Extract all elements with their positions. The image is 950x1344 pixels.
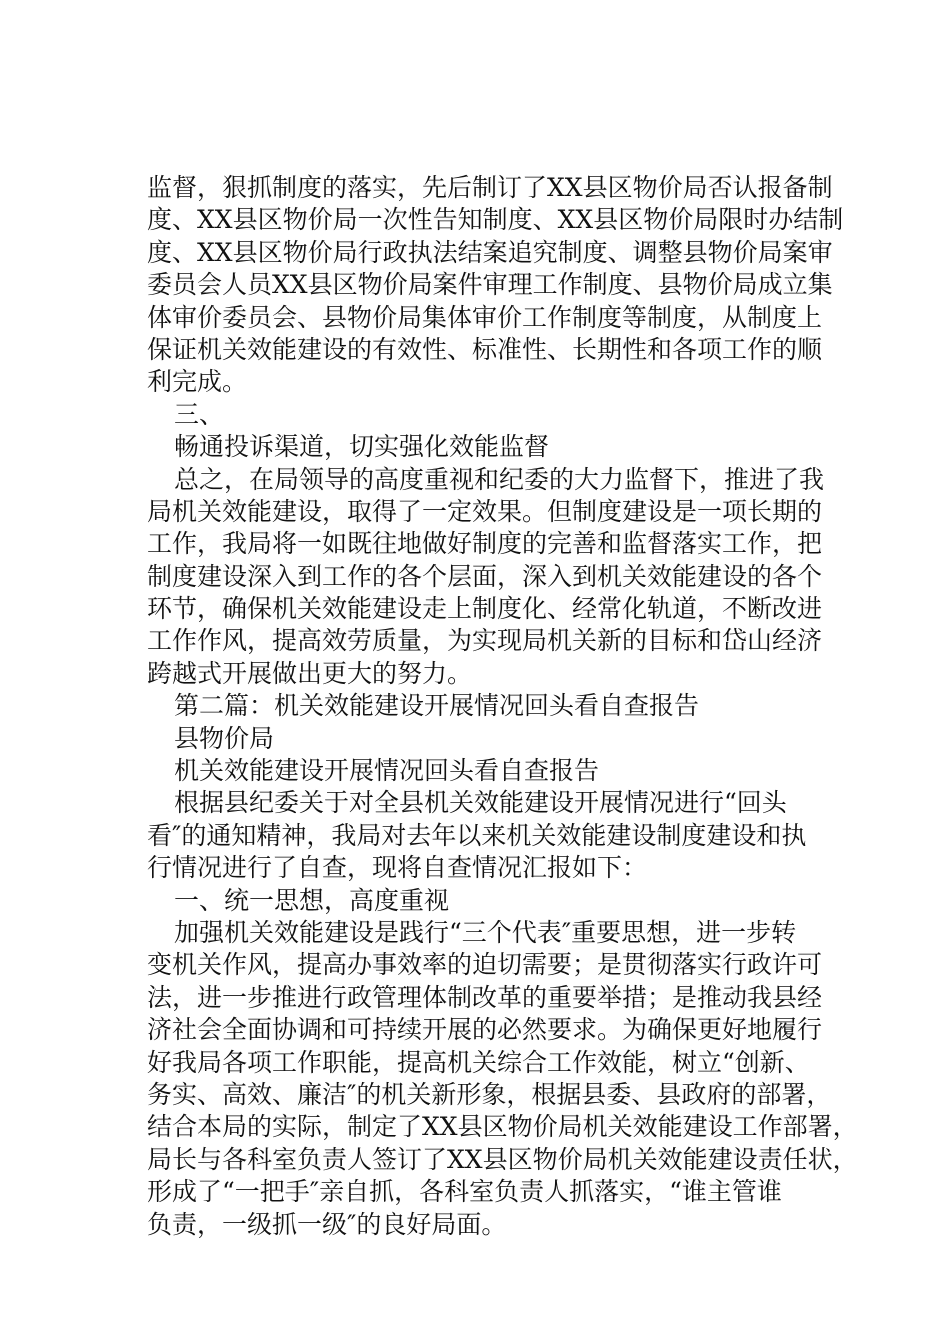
paragraph-line: 利完成。 <box>147 367 248 397</box>
paragraph-line: 制度建设深入到工作的各个层面，深入到机关效能建设的各个 <box>147 561 823 591</box>
section-heading: 畅通投诉渠道，切实强化效能监督 <box>174 432 550 462</box>
paragraph-line: 负责，一级抓一级″的良好局面。 <box>147 1209 507 1239</box>
paragraph-line: 务实、高效、廉洁″的机关新形象，根据县委、县政府的部署， <box>147 1079 832 1109</box>
section-heading: 一、统一思想，高度重视 <box>174 885 450 915</box>
paragraph-line: 工作，我局将一如既往地做好制度的完善和监督落实工作，把 <box>147 529 823 559</box>
paragraph-line: 变机关作风，提高办事效率的迫切需要；是贯彻落实行政许可 <box>147 950 823 980</box>
document-body <box>147 172 858 1241</box>
section-number: 三、 <box>174 399 225 429</box>
paragraph-line: 委员会人员XX县区物价局案件审理工作制度、县物价局成立集 <box>147 270 833 300</box>
chapter-title: 第二篇：机关效能建设开展情况回头看自查报告 <box>174 691 700 721</box>
paragraph-line: 监督，狠抓制度的落实，先后制订了XX县区物价局否认报备制 <box>147 173 833 202</box>
paragraph-line: 加强机关效能建设是践行“三个代表″重要思想，进一步转 <box>174 917 797 947</box>
paragraph-line: 体审价委员会、县物价局集体审价工作制度等制度，从制度上 <box>147 302 823 332</box>
paragraph-line: 济社会全面协调和可持续开展的必然要求。为确保更好地履行 <box>147 1015 823 1045</box>
report-title: 机关效能建设开展情况回头看自查报告 <box>174 756 600 786</box>
paragraph-line: 保证机关效能建设的有效性、标准性、长期性和各项工作的顺 <box>147 334 823 364</box>
paragraph-line: 结合本局的实际，制定了XX县区物价局机关效能建设工作部署， <box>147 1112 858 1142</box>
paragraph-line: 看″的通知精神，我局对去年以来机关效能建设制度建设和执 <box>147 820 807 850</box>
paragraph-line: 根据县纪委关于对全县机关效能建设开展情况进行“回头 <box>174 788 787 818</box>
paragraph-line: 度、XX县区物价局一次性告知制度、XX县区物价局限时办结制 <box>147 205 844 235</box>
paragraph-line: 环节，确保机关效能建设走上制度化、经常化轨道，不断改进 <box>147 594 823 624</box>
paragraph-line: 总之，在局领导的高度重视和纪委的大力监督下，推进了我 <box>174 464 825 494</box>
paragraph-line: 形成了“一把手″亲自抓，各科室负责人抓落实，“谁主管谁 <box>147 1177 782 1207</box>
organization-name: 县物价局 <box>174 723 275 753</box>
paragraph-line: 法，进一步推进行政管理体制改革的重要举措；是推动我县经 <box>147 982 823 1012</box>
paragraph-line: 局长与各科室负责人签订了XX县区物价局机关效能建设责任状， <box>147 1144 858 1174</box>
paragraph-line: 行情况进行了自查，现将自查情况汇报如下： <box>147 853 648 883</box>
paragraph-line: 局机关效能建设，取得了一定效果。但制度建设是一项长期的 <box>147 496 823 526</box>
paragraph-line: 工作作风，提高效劳质量，为实现局机关新的目标和岱山经济 <box>147 626 823 656</box>
paragraph-line: 跨越式开展做出更大的努力。 <box>147 658 473 688</box>
paragraph-line: 度、XX县区物价局行政执法结案追究制度、调整县物价局案审 <box>147 237 833 267</box>
paragraph-line: 好我局各项工作职能，提高机关综合工作效能，树立“创新、 <box>147 1047 810 1077</box>
